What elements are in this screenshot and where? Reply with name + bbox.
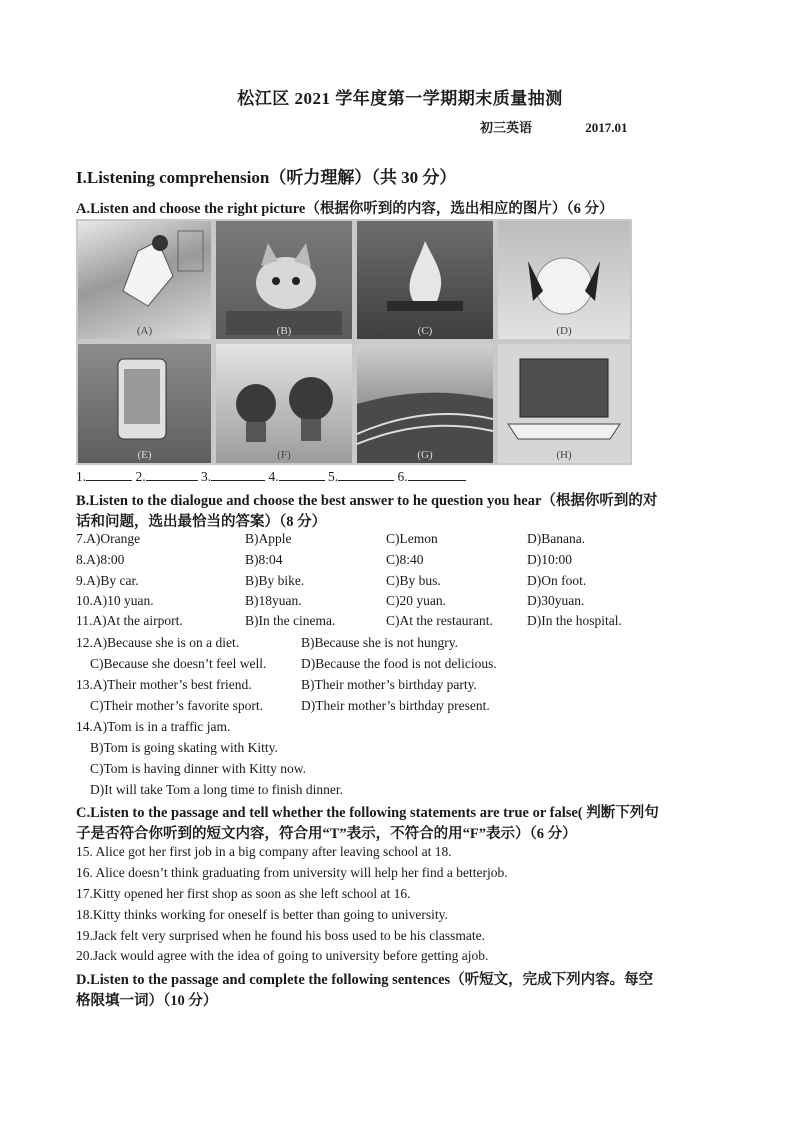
part-b-heading-line2: 话和问题，选出最恰当的答案）（8 分）	[76, 514, 327, 530]
answer-blank[interactable]	[408, 468, 466, 481]
option-a: 7.A)Orange	[76, 531, 141, 546]
picture-f-image	[216, 344, 352, 463]
option-c: C)20 yuan.	[386, 593, 446, 608]
option-c: C)By bus.	[386, 573, 441, 588]
answer-number: 6.	[397, 469, 408, 484]
picture-c	[357, 221, 493, 339]
picture-f	[216, 344, 352, 463]
picture-c-image	[357, 221, 493, 339]
grade-label: 初三英语	[480, 120, 533, 135]
option-d: D)Banana.	[527, 531, 586, 546]
option-b: B)18yuan.	[245, 593, 302, 608]
option-c: C)Because she doesn’t feel well.	[90, 656, 267, 671]
option-c: C)8:40	[386, 552, 424, 567]
option-d: D)In the hospital.	[527, 613, 622, 628]
option-c: C)At the restaurant.	[386, 613, 493, 628]
statement-18: 18.Kitty thinks working for oneself is better than going to university.	[76, 907, 448, 922]
option-a: 10.A)10 yuan.	[76, 593, 154, 608]
part-c-heading-line2: 子是否符合你听到的短文内容，符合用“T”表示，不符合的用“F”表示）（6 分）	[76, 826, 577, 842]
picture-b-image	[216, 221, 352, 339]
option-a: 11.A)At the airport.	[76, 613, 183, 628]
picture-d-label: (D)	[556, 325, 572, 337]
picture-e-label: (E)	[137, 449, 152, 461]
option-b: B)Because she is not hungry.	[301, 635, 458, 650]
exam-date: 2017.01	[585, 120, 628, 135]
statement-20: 20.Jack would agree with the idea of going to university before getting ajob.	[76, 948, 489, 963]
picture-g-image	[357, 344, 493, 463]
answer-number: 3.	[201, 469, 212, 484]
exam-title: 松江区 2021 学年度第一学期期末质量抽测	[237, 89, 563, 108]
picture-a-label: (A)	[136, 325, 153, 337]
statement-17: 17.Kitty opened her first shop as soon as she left school at 16.	[76, 886, 411, 901]
option-a: 9.A)By car.	[76, 573, 139, 588]
picture-b	[216, 221, 352, 339]
picture-e	[78, 344, 211, 463]
option-b: B)Tom is going skating with Kitty.	[90, 740, 278, 755]
option-c: C)Lemon	[386, 531, 438, 546]
picture-g-label: (G)	[417, 449, 433, 461]
option-d: D)30yuan.	[527, 593, 585, 608]
answer-number: 2.	[135, 469, 146, 484]
answer-number: 1.	[76, 469, 87, 484]
option-a: 14.A)Tom is in a traffic jam.	[76, 719, 231, 734]
answer-blank[interactable]	[86, 468, 132, 481]
picture-h-label: (H)	[556, 449, 572, 461]
option-d: D)Their mother’s birthday present.	[301, 698, 490, 713]
answer-number: 5.	[328, 469, 339, 484]
exam-subtitle	[480, 117, 628, 136]
answer-blank[interactable]	[338, 468, 394, 481]
option-b: B)In the cinema.	[245, 613, 336, 628]
option-b: B)Their mother’s birthday party.	[301, 677, 477, 692]
picture-grid	[76, 219, 632, 465]
picture-a-image	[78, 221, 211, 339]
option-d: D)It will take Tom a long time to finish dinner.	[90, 782, 344, 797]
picture-d-image	[498, 221, 630, 339]
section-heading: I.Listening comprehension（听力理解）（共 30 分）	[76, 168, 457, 187]
part-d-heading-line1: D.Listen to the passage and complete the following sentences（听短文，完成下列内容。每空	[76, 972, 654, 988]
answer-blank[interactable]	[146, 468, 198, 481]
statement-19: 19.Jack felt very surprised when he found his boss used to be his classmate.	[76, 928, 486, 943]
answer-number: 4.	[268, 469, 279, 484]
picture-d	[498, 221, 630, 339]
option-c: C)Tom is having dinner with Kitty now.	[90, 761, 307, 776]
option-d: D)10:00	[527, 552, 572, 567]
option-d: D)On foot.	[527, 573, 587, 588]
statement-15: 15. Alice got her first job in a big company after leaving school at 18.	[76, 844, 452, 859]
statement-16: 16. Alice doesn’t think graduating from university will help her find a betterjob.	[76, 865, 508, 880]
option-b: B)By bike.	[245, 573, 305, 588]
part-a-answer-line	[76, 468, 466, 485]
option-a: 12.A)Because she is on a diet.	[76, 635, 240, 650]
part-b-heading-line1: B.Listen to the dialogue and choose the best answer to he question you hear（根据你听到的对	[76, 493, 658, 509]
picture-f-label: (F)	[277, 449, 291, 461]
picture-c-label: (C)	[417, 325, 433, 337]
picture-h-image	[498, 344, 630, 463]
option-b: B)8:04	[245, 552, 283, 567]
option-b: B)Apple	[245, 531, 292, 546]
option-a: 8.A)8:00	[76, 552, 125, 567]
picture-e-image	[78, 344, 211, 463]
part-d-heading-line2: 格限填一词）（10 分）	[76, 993, 218, 1009]
option-d: D)Because the food is not delicious.	[301, 656, 497, 671]
option-a: 13.A)Their mother’s best friend.	[76, 677, 252, 692]
picture-h	[498, 344, 630, 463]
part-c-heading-line1: C.Listen to the passage and tell whether the following statements are true or false( 判断下列句	[76, 805, 659, 821]
answer-blank[interactable]	[211, 468, 265, 481]
picture-b-label: (B)	[276, 325, 292, 337]
picture-g	[357, 344, 493, 463]
option-c: C)Their mother’s favorite sport.	[90, 698, 263, 713]
picture-a	[78, 221, 211, 339]
part-a-heading: A.Listen and choose the right picture（根据你听到的内容，选出相应的图片）（6 分）	[76, 201, 614, 217]
answer-blank[interactable]	[279, 468, 325, 481]
